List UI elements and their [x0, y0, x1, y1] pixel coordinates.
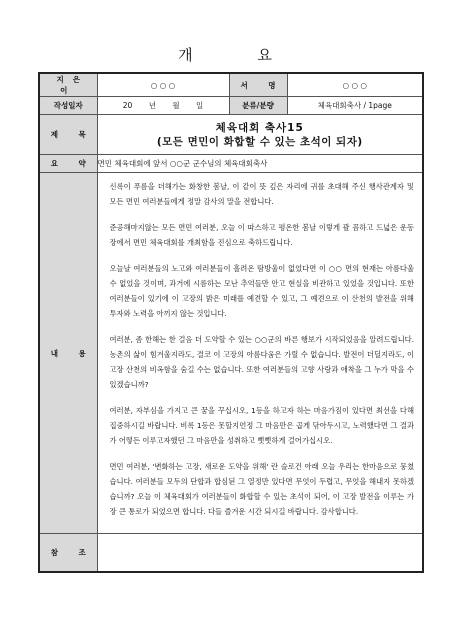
subject-line-1: 체육대회 축사15 — [215, 121, 304, 134]
subject-cell — [97, 115, 423, 155]
content-body — [97, 173, 423, 534]
writer-value: ○ ○ ○ — [97, 73, 229, 97]
content-paragraph: 오늘날 여러분들의 노고와 여러분들이 흘려온 땀방울이 없었다면 이 ○○ 면의 현재는 아름다울 수 없었을 것이며, 과거에 시름하는 모난 추억들만 안고 현실을 비관하고 있었을 것입니다. 또한 여러분들이 있기에 이 고장의 밝은 미래를 예견할 수 있고, 그 예견으로 이 산천의 발전을 위해 투자와 노력을 아끼지 않는 것입니다. — [109, 264, 414, 318]
content-paragraph: 준공해마지않는 모든 면민 여러분, 오늘 이 따스하고 평온한 봄날 이렇게 괄 꼼하고 드넓은 운동장에서 면민 체육대회를 개최함을 진심으로 축하드립니다. — [109, 223, 414, 247]
content-label: 내 용 — [39, 173, 97, 534]
category-label: 분류/분량 — [229, 97, 287, 115]
summary-label: 요 약 — [39, 155, 97, 173]
subject-label: 제 목 — [39, 115, 97, 155]
content-paragraph: 여러분, 자부심을 가지고 큰 꿈을 꾸십시오, 1등을 하고자 하는 마음가짐이 있다면 최선을 다해 집중하시길 바랍니다. 비록 1등은 못할지언정 그 마음만은 곱게 닦아두시고, 노력했다면 그 결과가 어떻든 이루고자했던 그 마음만을 성취하고 뻣뻣하게 걸어가십시오. — [109, 406, 414, 445]
subject-line-2: (모든 면민이 화합할 수 있는 초석이 되자) — [156, 135, 363, 148]
signature-label: 서 명 — [229, 73, 287, 97]
signature-value: ○ ○ ○ — [287, 73, 423, 97]
content-paragraph: 신록이 푸름을 더해가는 화창한 봄날, 이 같이 뜻 깊은 자리에 귀를 초대해 주신 행사관계자 및 모든 면민 여러분들에게 정말 감사의 말을 전합니다. — [109, 182, 414, 206]
page-title: 개 요 — [178, 46, 302, 64]
content-paragraph: 면민 여러분, '변화하는 고장, 새로운 도약을 위해' 란 슬로건 아래 오늘 우리는 한마음으로 뭉쳤습니다. 여러분들 모두의 단합과 합심된 그 열정만 있다면 무엇이 두렵고, 무엇을 해내지 못하겠습니까? 오늘 이 체육대회가 여러분들이 화합할 수 있는 초석이 되어, 이 고장 발전을 이루는 가장 큰 통로가 되었으면 합니다. 다들 즐겨운 시간 되시길 바랍니다. 감사합니다. — [109, 462, 414, 516]
date-label: 작성일자 — [39, 97, 97, 115]
content-paragraph: 여러분, 좀 한해는 한 걸음 더 도약할 수 있는 ○○군의 바른 행보가 시작되었음을 알려드립니다. 농촌의 삶이 힘겨울지라도, 결코 이 고장의 아름다움은 가릴 수 없습니다. 발전이 더딜지라도, 이 고장 산천의 비옥함을 숨길 수는 없습니다. 또한 여러분들의 고향 사랑과 애착을 그 누가 막을 수 있겠습니까? — [109, 335, 414, 389]
reference-label: 참 조 — [39, 534, 97, 572]
summary-value: 면민 체육대회에 앞서 ○○군 군수님의 체육대회축사 — [97, 155, 423, 173]
overview-form — [38, 72, 424, 573]
writer-label: 지은이 — [39, 73, 97, 97]
reference-value — [97, 534, 423, 572]
category-value: 체육대회축사 / 1page — [287, 97, 423, 115]
date-value: 20 년 월 일 — [97, 97, 229, 115]
